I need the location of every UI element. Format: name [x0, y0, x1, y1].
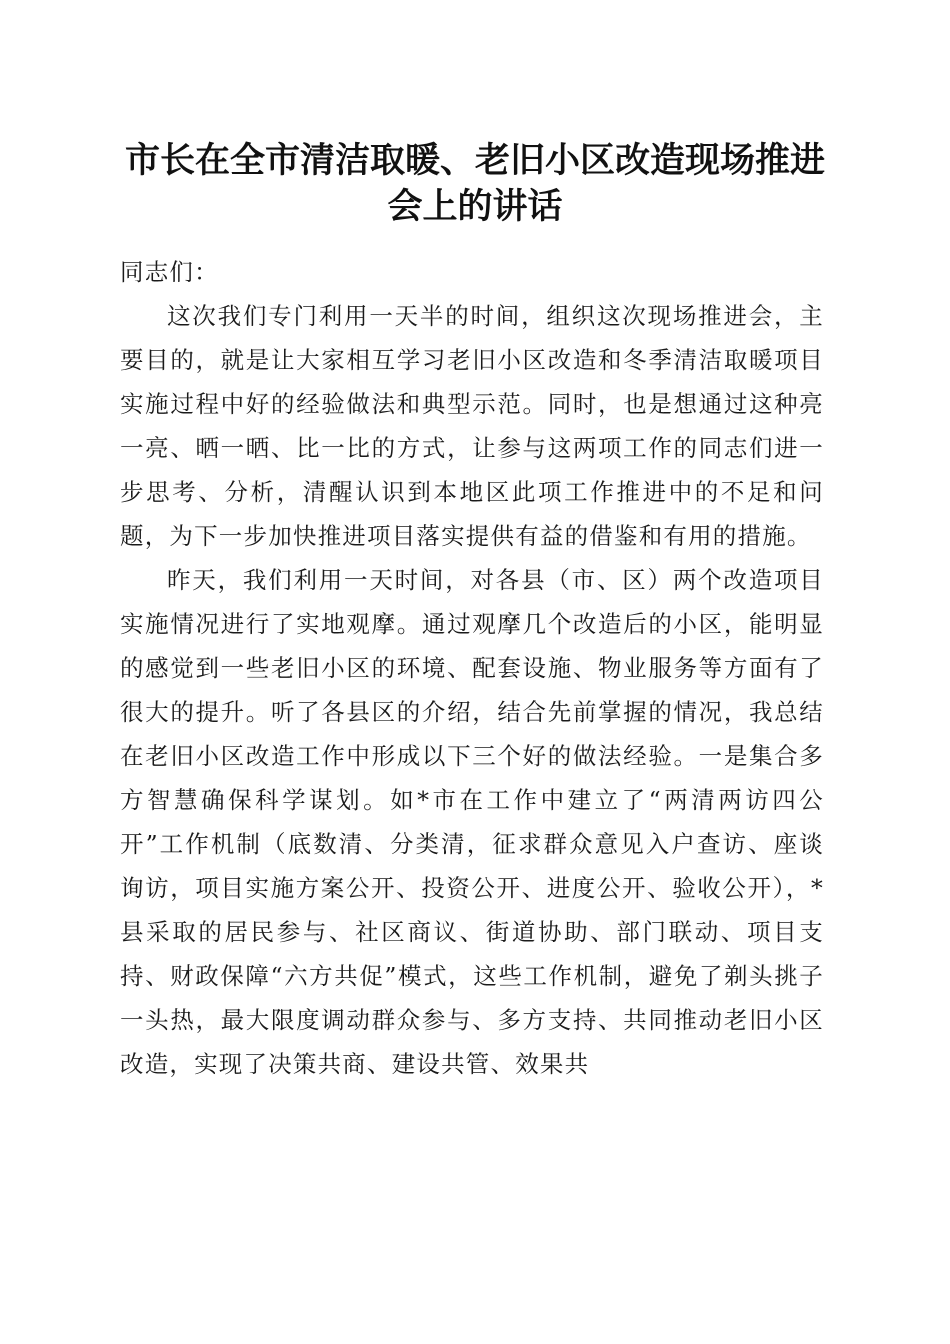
document-body	[120, 250, 824, 1086]
document-title: 市长在全市清洁取暖、老旧小区改造现场推进会上的讲话	[124, 140, 825, 227]
salutation: 同志们：	[120, 258, 219, 286]
paragraph-2: 昨天，我们利用一天时间，对各县（市、区）两个改造项目实施情况进行了实地观摩。通过观摩几个改造后的小区，能明显的感觉到一些老旧小区的环境、配套设施、物业服务等方面有了很大的提升。听了各县区的介绍，结合先前掌握的情况，我总结在老旧小区改造工作中形成以下三个好的做法经验。一是集合多方智慧确保科学谋划。如*市在工作中建立了“两清两访四公开”工作机制（底数清、分类清，征求群众意见入户查访、座谈询访，项目实施方案公开、投资公开、进度公开、验收公开），*县采取的居民参与、社区商议、街道协助、部门联动、项目支持、财政保障“六方共促”模式，这些工作机制，避免了剃头挑子一头热，最大限度调动群众参与、多方支持、共同推动老旧小区改造，实现了决策共商、建设共管、效果共	[120, 566, 824, 1078]
paragraph-1: 这次我们专门利用一天半的时间，组织这次现场推进会，主要目的，就是让大家相互学习老旧小区改造和冬季清洁取暖项目实施过程中好的经验做法和典型示范。同时，也是想通过这种亮一亮、晒一晒、比一比的方式，让参与这两项工作的同志们进一步思考、分析，清醒认识到本地区此项工作推进中的不足和问题，为下一步加快推进项目落实提供有益的借鉴和有用的措施。	[120, 302, 824, 550]
